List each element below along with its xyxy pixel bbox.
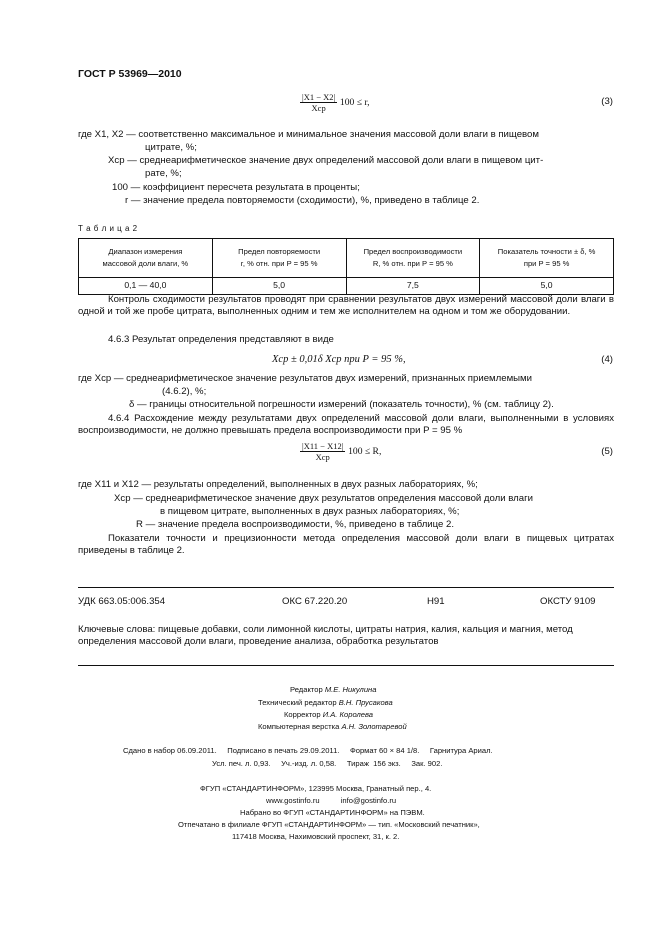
paragraph-control: Контроль сходимости результатов проводят при сравнении результатов двух измерений массовой доли влаги в одной и той же пробе цитрата, выполненных одним и тем же исполнителем на одном и том же оборудовании. [78, 294, 614, 318]
oks-code: ОКС 67.220.20 [282, 596, 348, 607]
equation-5 [300, 441, 381, 462]
definition-r: r — значение предела повторяемости (сходимости), %, приведено в таблице 2. [125, 195, 480, 206]
eq5-denominator: Xср [315, 452, 330, 463]
eq3-numerator: |X1 − X2| [302, 92, 336, 102]
equation-4: Xср ± 0,01δ Xср при P = 95 %, [272, 354, 406, 365]
table-header-cell: Диапазон измерения массовой доли влаги, % [79, 239, 213, 278]
definition-xcp-2: где Xср — среднеарифметическое значение результатов двух измерений, признанных приемлемыми [78, 373, 533, 384]
eq3-denominator: Xср [311, 103, 326, 114]
eq5-number: (5) [601, 446, 613, 457]
eq5-rhs: 100 ≤ R, [348, 446, 382, 458]
table-header-cell: Показатель точности ± δ, % при P = 95 % [480, 239, 614, 278]
divider-bottom [78, 665, 614, 666]
paragraph-final: Показатели точности и прецизионности метода определения массовой доли влаги в пищевых цитратах приведены в таблице 2. [78, 533, 614, 557]
divider-top [78, 587, 614, 588]
definition-xcp-2-cont: (4.6.2), %; [162, 386, 207, 397]
udk-code: УДК 663.05:006.354 [78, 596, 166, 607]
publisher-line-2: www.gostinfo.ru info@gostinfo.ru [266, 796, 397, 805]
table-cell: 5,0 [212, 278, 346, 295]
credit-layout: Компьютерная верстка А.Н. Золотаревой [258, 722, 407, 731]
definition-xcp-3-cont: в пищевом цитрате, выполненных в двух разных лабораториях, %; [160, 506, 460, 517]
table-caption: Т а б л и ц а 2 [78, 224, 138, 233]
publisher-line-1: ФГУП «СТАНДАРТИНФОРМ», 123995 Москва, Гранатный пер., 4. [200, 784, 432, 793]
table-header-cell: Предел воспроизводимости R, % отн. при P = 95 % [346, 239, 480, 278]
table-cell: 0,1 — 40,0 [79, 278, 213, 295]
paragraph-4-6-3: 4.6.3 Результат определения представляют в виде [108, 334, 334, 345]
paragraph-4-6-4: 4.6.4 Расхождение между результатами двух определений массовой доли влаги, выполненными в условиях воспроизводимости, не должно превышать предела воспроизводимости при P = 95 % [78, 413, 614, 437]
eq3-number: (3) [601, 96, 613, 107]
publisher-line-3: Набрано во ФГУП «СТАНДАРТИНФОРМ» на ПЭВМ. [240, 808, 425, 817]
definition-100: 100 — коэффициент пересчета результата в проценты; [112, 182, 360, 193]
equation-5-fraction [300, 441, 345, 462]
publisher-line-5: 117418 Москва, Нахимовский проспект, 31, к. 2. [232, 832, 400, 841]
publisher-line-4: Отпечатано в филиале ФГУП «СТАНДАРТИНФОРМ» — тип. «Московский печатник», [178, 820, 480, 829]
eq4-number: (4) [601, 354, 613, 365]
print-info-line-2: Усл. печ. л. 0,93. Уч.-изд. л. 0,58. Тираж 156 экз. Зак. 902. [212, 759, 443, 768]
table-header-row [79, 239, 614, 278]
equation-3 [300, 92, 370, 113]
definition-xcp-cont: рате, %; [145, 168, 182, 179]
eq3-rhs: 100 ≤ r, [339, 97, 370, 109]
definition-xcp: Xср — среднеарифметическое значение двух определений массовой доли влаги в пищевом цит- [108, 155, 544, 166]
definition-delta: δ — границы относительной погрешности измерений (показатель точности), % (см. таблицу 2). [129, 399, 554, 410]
print-info-line-1: Сдано в набор 06.09.2011. Подписано в печать 29.09.2011. Формат 60 × 84 1/8. Гарнитура Ариал. [123, 746, 493, 755]
credit-editor: Редактор М.Е. Никулина [290, 685, 377, 694]
definition-R: R — значение предела воспроизводимости, %, приведено в таблице 2. [136, 519, 455, 530]
okstu-code: ОКСТУ 9109 [540, 596, 596, 607]
precision-table [78, 238, 614, 295]
definition-x1-x2: где X1, X2 — соответственно максимальное и минимальное значения массовой доли влаги в пищевом [78, 129, 539, 140]
credit-corrector: Корректор И.А. Королева [284, 710, 374, 719]
keywords: Ключевые слова: пищевые добавки, соли лимонной кислоты, цитраты натрия, калия, кальция и магния, метод определения массовой доли влаги, проведение анализа, обработка результатов [78, 624, 573, 648]
table-row [79, 278, 614, 295]
table-cell: 5,0 [480, 278, 614, 295]
n-code: Н91 [427, 596, 445, 607]
equation-3-fraction [300, 92, 337, 113]
definition-xcp-3: Xср — среднеарифметическое значение двух результатов определения массовой доли влаги [114, 493, 533, 504]
eq5-numerator: |X11 − X12| [302, 441, 344, 451]
credit-tech-editor: Технический редактор В.Н. Прусакова [258, 698, 393, 707]
table-header-cell: Предел повторяемости r, % отн. при P = 95 % [212, 239, 346, 278]
table-cell: 7,5 [346, 278, 480, 295]
definition-x11-x12: где X11 и X12 — результаты определений, выполненных в двух разных лабораториях, %; [78, 479, 478, 490]
document-code: ГОСТ Р 53969—2010 [78, 68, 182, 80]
definition-x1-x2-cont: цитрате, %; [145, 142, 197, 153]
